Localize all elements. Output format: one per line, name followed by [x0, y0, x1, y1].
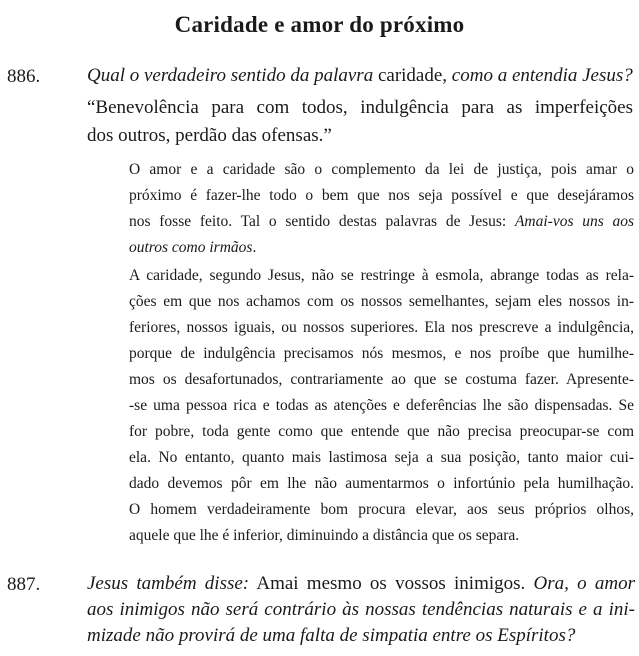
question-number-886: 886. [7, 66, 41, 87]
commentary-2-line-3: feriores, nossos iguais, ou nossos superiores. Ela nos prescreve a indulgência, [129, 319, 634, 336]
commentary-2-line-2: ções em que nos achamos com os nossos semelhantes, sejam eles nossos in- [129, 293, 634, 310]
commentary-2-line-8: ela. No entanto, quanto mais lastimosa seja a sua posição, tanto maior cui- [129, 449, 634, 466]
answer-886-line-2: dos outros, perdão das ofensas.” [87, 125, 332, 146]
commentary-1-line-2: próximo é fazer-lhe todo o bem que nos seja possível e que desejáramos [129, 187, 634, 204]
commentary-1-line-4: outros como irmãos. [129, 239, 257, 256]
question-number-887: 887. [7, 574, 41, 595]
commentary-2-line-9: dado devemos pôr em lhe não aumentarmos o infortúnio pela humilhação. [129, 475, 634, 492]
commentary-1-quote-start: Amai-vos uns aos [514, 213, 634, 230]
question-887-quote: Amai mesmo os vossos inimigos. [256, 573, 526, 594]
answer-886-line-1: “Benevolência para com todos, indulgência para as imperfeições [87, 97, 633, 118]
question-887-intro: Jesus também disse: [87, 573, 250, 594]
question-887-line-1 [87, 574, 635, 593]
commentary-1-line-3-text: nos fosse feito. Tal o sentido destas palavras de Jesus: [129, 213, 507, 230]
commentary-2-line-5: mos os desafortunados, contrariamente ao que se costuma fazer. Apresente- [129, 371, 634, 388]
commentary-1-line-1: O amor e a caridade são o complemento da lei de justiça, pois amar o [129, 161, 634, 178]
question-887-text-start: Ora, o amor [533, 573, 636, 594]
question-887-line-2: aos inimigos não será contrário às nossas tendências naturais e a ini- [87, 599, 635, 620]
question-886-part2: , como a entendia Jesus? [442, 65, 633, 86]
question-886 [87, 66, 635, 85]
question-886-part1: Qual o verdadeiro sentido da palavra [87, 65, 374, 86]
question-887-line-3: mizade não provirá de uma falta de simpatia entre os Espíritos? [87, 625, 576, 646]
commentary-2-line-7: for pobre, toda gente como que entende que não precisa preocupar-se com [129, 423, 634, 440]
commentary-2-line-4: porque de indulgência precisamos nós mesmos, e nos proíbe que humilhe- [129, 345, 634, 362]
section-title: Caridade e amor do próximo [174, 12, 465, 37]
question-886-word: caridade [377, 65, 443, 86]
commentary-1-quote-end: outros como irmãos [129, 239, 253, 256]
commentary-2-line-6: -se uma pessoa rica e todas as atenções e deferências lhe são dispensadas. Se [129, 397, 634, 414]
commentary-2-line-11: aquele que lhe é inferior, diminuindo a distância que os separa. [129, 527, 520, 544]
commentary-2-line-1: A caridade, segundo Jesus, não se restringe à esmola, abrange todas as rela- [129, 267, 634, 284]
commentary-1-line-3 [129, 214, 634, 230]
commentary-2-line-10: O homem verdadeiramente bom procura elevar, aos seus próprios olhos, [129, 501, 634, 518]
